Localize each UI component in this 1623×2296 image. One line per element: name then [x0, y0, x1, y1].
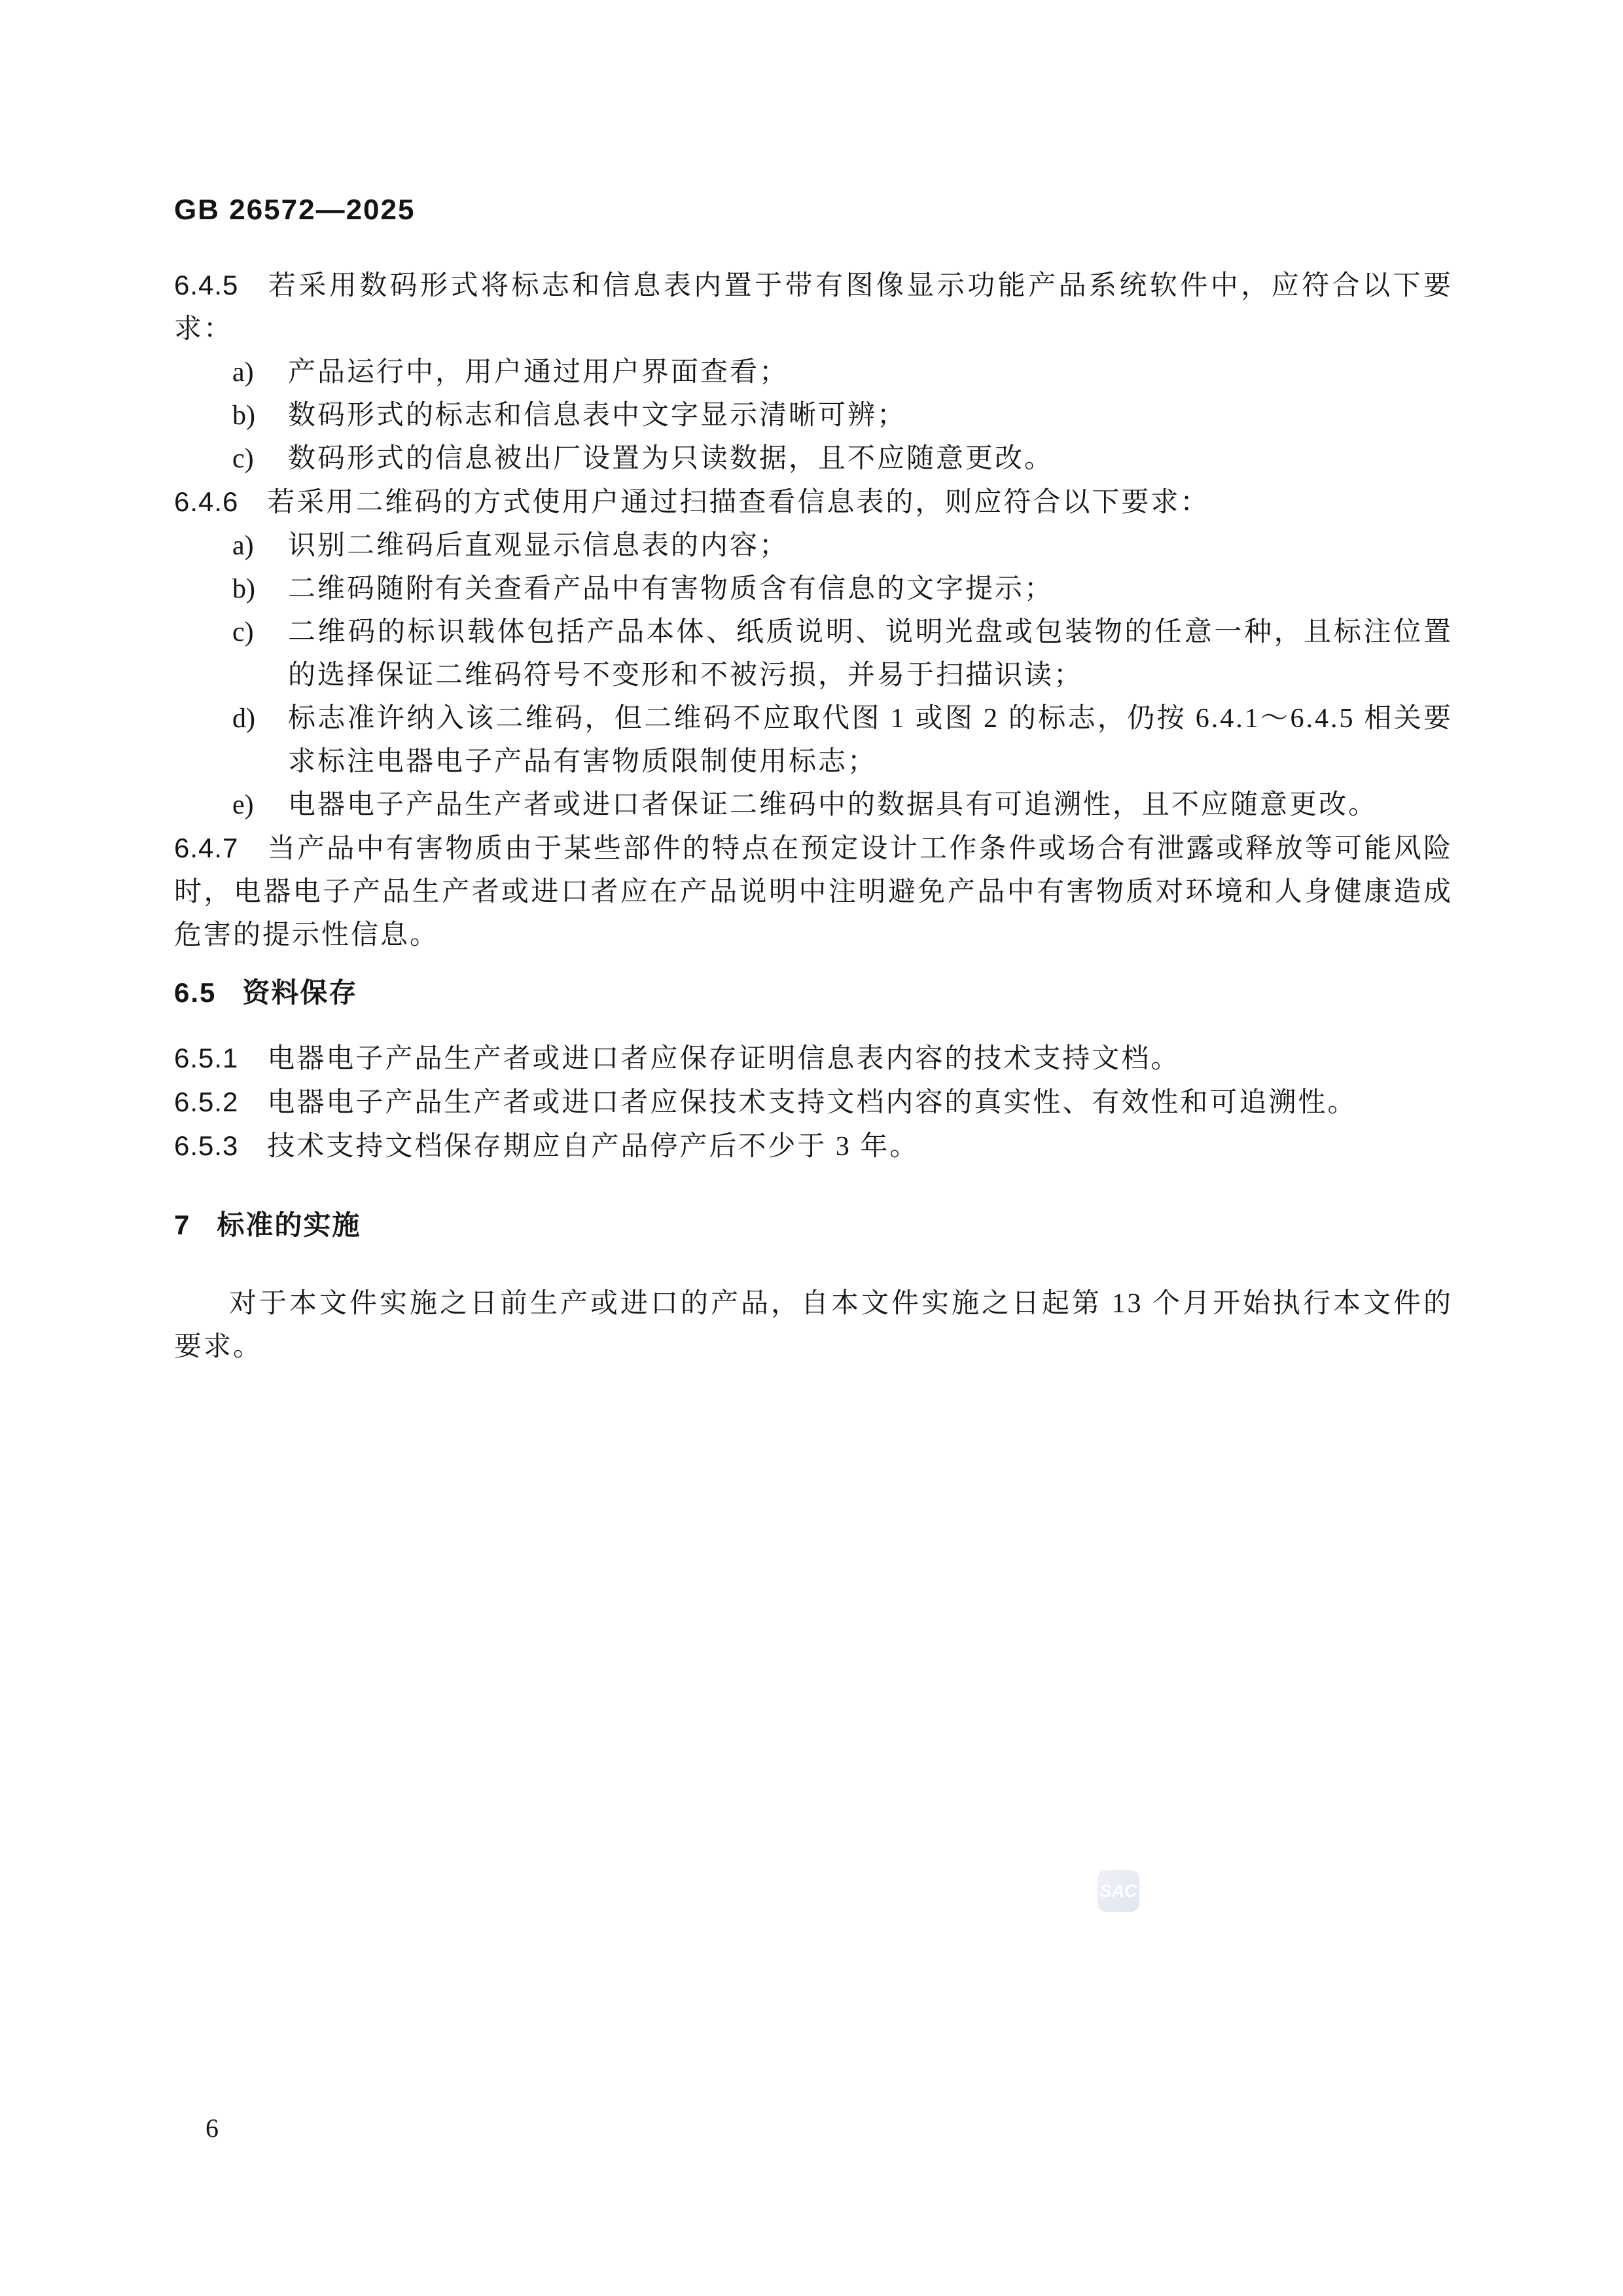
clause-6-4-7 — [174, 827, 1453, 957]
page-number: 6 — [205, 2113, 219, 2143]
list-6-4-6 — [174, 524, 1453, 827]
list-item — [174, 524, 1453, 567]
list-item-text: 产品运行中，用户通过用户界面查看； — [288, 357, 789, 387]
list-item — [174, 437, 1453, 480]
list-item-label: b) — [232, 574, 255, 604]
section-heading-6-5 — [174, 971, 1453, 1014]
clause-number: 6.5.1 — [174, 1043, 239, 1073]
clause-text: 若采用数码形式将标志和信息表内置于带有图像显示功能产品系统软件中，应符合以下要求： — [174, 271, 1453, 344]
list-item-label: c) — [232, 617, 254, 647]
list-item-text: 数码形式的标志和信息表中文字显示清晰可辨； — [288, 401, 907, 431]
clause-6-4-5 — [174, 264, 1453, 351]
clause-text: 电器电子产品生产者或进口者应保技术支持文档内容的真实性、有效性和可追溯性。 — [267, 1088, 1357, 1118]
list-item — [174, 697, 1453, 783]
list-item-text: 电器电子产品生产者或进口者保证二维码中的数据具有可追溯性，且不应随意更改。 — [288, 790, 1378, 820]
heading-text: 标准的实施 — [217, 1210, 361, 1240]
list-item-text: 二维码的标识载体包括产品本体、纸质说明、说明光盘或包装物的任意一种，且标注位置的选择保证二维码符号不变形和不被污损，并易于扫描识读； — [288, 617, 1453, 691]
clause-number: 6.5.2 — [174, 1086, 239, 1117]
heading-number: 7 — [174, 1210, 191, 1240]
sac-watermark-logo — [1097, 1870, 1139, 1912]
list-item-text: 数码形式的信息被出厂设置为只读数据，且不应随意更改。 — [288, 444, 1054, 474]
clause-number: 6.4.6 — [174, 486, 239, 517]
clause-number: 6.5.3 — [174, 1130, 239, 1161]
document-body — [174, 264, 1453, 1369]
list-item — [174, 783, 1453, 827]
list-item — [174, 611, 1453, 697]
list-item — [174, 567, 1453, 611]
list-item — [174, 351, 1453, 394]
clause-6-5-3 — [174, 1124, 1453, 1168]
list-item — [174, 394, 1453, 437]
list-6-4-5 — [174, 351, 1453, 480]
clause-6-5-1 — [174, 1037, 1453, 1081]
clause-number: 6.4.5 — [174, 270, 239, 300]
clause-text: 当产品中有害物质由于某些部件的特点在预定设计工作条件或场合有泄露或释放等可能风险时，电器电子产品生产者或进口者应在产品说明中注明避免产品中有害物质对环境和人身健康造成危害的提示性信息。 — [174, 834, 1453, 950]
clause-text: 技术支持文档保存期应自产品停产后不少于 3 年。 — [267, 1132, 919, 1162]
heading-text: 资料保存 — [242, 977, 358, 1008]
list-item-label: e) — [232, 790, 254, 820]
standard-number-header: GB 26572—2025 — [174, 194, 416, 226]
list-item-label: b) — [232, 401, 255, 431]
list-item-label: d) — [232, 704, 255, 734]
clause-text: 若采用二维码的方式使用户通过扫描查看信息表的，则应符合以下要求： — [267, 488, 1210, 518]
section-7-paragraph: 对于本文件实施之日前生产或进口的产品，自本文件实施之日起第 13 个月开始执行本文件的要求。 — [174, 1289, 1453, 1362]
list-item-text: 二维码随附有关查看产品中有害物质含有信息的文字提示； — [288, 574, 1054, 604]
list-item-text: 识别二维码后直观显示信息表的内容； — [288, 531, 789, 561]
clause-text: 电器电子产品生产者或进口者应保存证明信息表内容的技术支持文档。 — [267, 1044, 1181, 1074]
heading-number: 6.5 — [174, 977, 217, 1008]
list-item-label: a) — [232, 531, 254, 561]
sac-watermark-text: SAC — [1099, 1880, 1137, 1901]
clause-number: 6.4.7 — [174, 833, 239, 863]
list-item-text: 标志准许纳入该二维码，但二维码不应取代图 1 或图 2 的标志，仍按 6.4.1～6.4.5 相关要求标注电器电子产品有害物质限制使用标志； — [288, 704, 1453, 777]
list-item-label: a) — [232, 357, 254, 387]
list-item-label: c) — [232, 444, 254, 474]
section-heading-7 — [174, 1204, 1453, 1247]
clause-6-5-2 — [174, 1081, 1453, 1124]
clause-6-4-6 — [174, 480, 1453, 524]
